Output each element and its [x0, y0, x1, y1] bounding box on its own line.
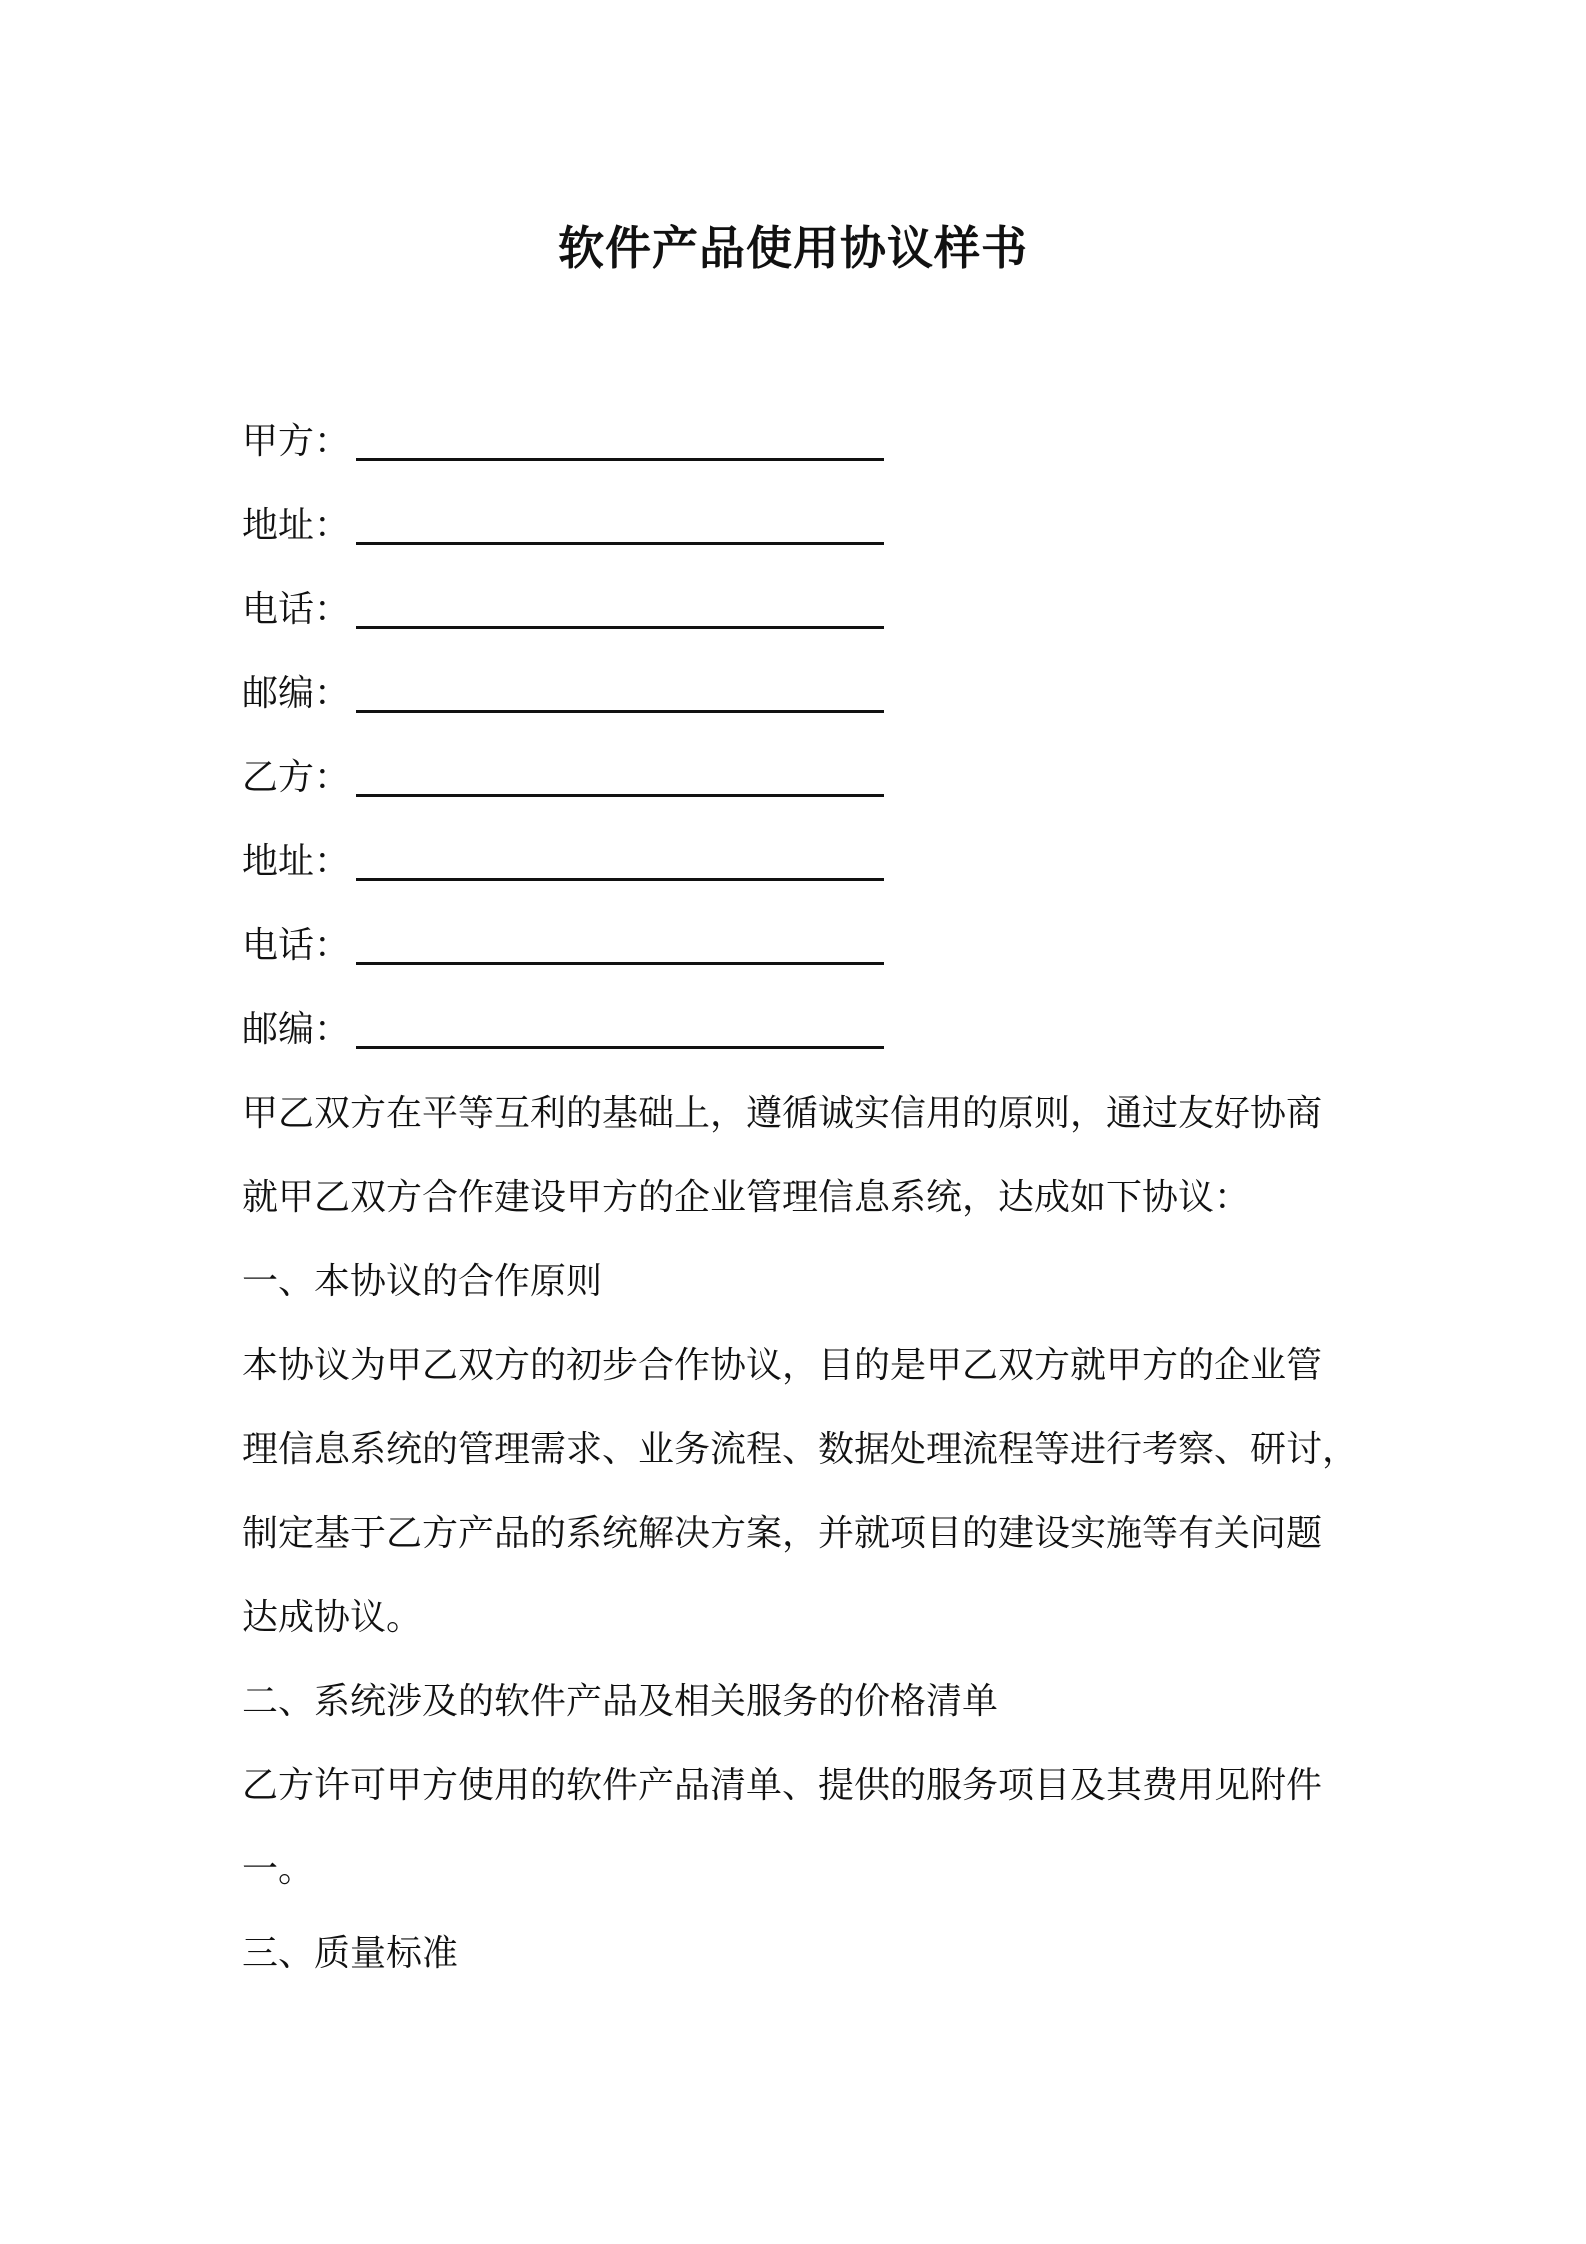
section-heading-3: 三、质量标准 [242, 1933, 459, 1974]
field-label: 地址： [242, 841, 351, 882]
field-party-a [242, 400, 1358, 484]
document-body [242, 400, 1358, 1996]
section-1-paragraph-line: 理信息系统的管理需求、业务流程、数据处理流程等进行考察、研讨， [242, 1429, 1358, 1470]
fill-in-blank [356, 596, 884, 629]
field-label: 甲方： [242, 421, 351, 462]
field-label: 邮编： [242, 1009, 351, 1050]
field-label: 乙方： [242, 757, 351, 798]
section-1-paragraph-line: 制定基于乙方产品的系统解决方案，并就项目的建设实施等有关问题 [242, 1513, 1323, 1554]
field-label: 地址： [242, 505, 351, 546]
field-label: 邮编： [242, 673, 351, 714]
field-party-a-postcode [242, 652, 1358, 736]
field-party-b-phone [242, 904, 1358, 988]
intro-paragraph-line: 甲乙双方在平等互利的基础上，遵循诚实信用的原则，通过友好协商 [242, 1093, 1323, 1134]
field-label: 电话： [242, 925, 351, 966]
fill-in-blank [356, 932, 884, 965]
section-heading-1: 一、本协议的合作原则 [242, 1261, 603, 1302]
section-2-paragraph-line: 一。 [242, 1849, 315, 1890]
fill-in-blank [356, 428, 884, 461]
section-1-paragraph-line: 达成协议。 [242, 1597, 423, 1638]
section-2-paragraph-line: 乙方许可甲方使用的软件产品清单、提供的服务项目及其费用见附件 [242, 1765, 1323, 1806]
field-party-a-phone [242, 568, 1358, 652]
fill-in-blank [356, 764, 884, 797]
field-label: 电话： [242, 589, 351, 630]
field-party-b-postcode [242, 988, 1358, 1072]
field-party-b-address [242, 820, 1358, 904]
fill-in-blank [356, 1016, 884, 1049]
field-party-a-address [242, 484, 1358, 568]
fill-in-blank [356, 848, 884, 881]
fill-in-blank [356, 512, 884, 545]
fill-in-blank [356, 680, 884, 713]
section-heading-2: 二、系统涉及的软件产品及相关服务的价格清单 [242, 1681, 999, 1722]
intro-paragraph-line: 就甲乙双方合作建设甲方的企业管理信息系统，达成如下协议： [242, 1177, 1251, 1218]
section-1-paragraph-line: 本协议为甲乙双方的初步合作协议，目的是甲乙双方就甲方的企业管 [242, 1345, 1323, 1386]
field-party-b [242, 736, 1358, 820]
document-title: 软件产品使用协议样书 [558, 221, 1028, 275]
